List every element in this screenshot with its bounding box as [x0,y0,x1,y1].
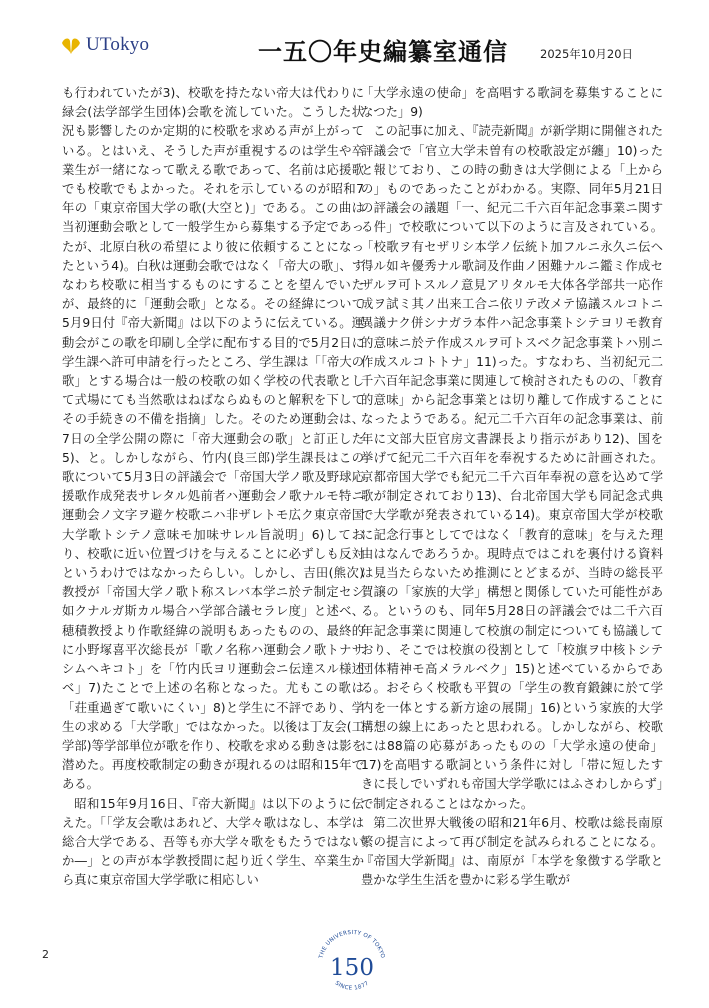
article-column-right [361,84,663,891]
page-header [0,0,709,78]
publication-title: 一五〇年史編纂室通信 [258,37,508,66]
issue-date: 2025年10月20日 [540,47,634,61]
badge-since-text: SINCE 1877 [333,980,371,992]
logo-text: UTokyo [86,34,150,55]
ginkgo-leaf-icon [60,34,82,56]
utokyo-logo[interactable] [60,34,149,56]
article-paragraph: この記事に加え、『読売新聞』が新学期に開催された評議会で「官立大学未曽有の校歌設定が纏」10)ったと報じており、この時の動きは大学側による「上からの」ものであったことがわかる。実際、同年5月21日の評議会の議題「一、紀元二千六百年記念事業ニ関する件」で校歌について以下のように言及されている。「校歌ヲ有セザリシ本学ノ伝統ト加フルニ永久ニ伝ヘ得ル如キ優秀ナル歌詞及作曲ノ困難ナルニ鑑ミ作成セザルヲ可トスルノ意見アリタルモ大体各学部共一応作成ヲ試ミ其ノ出来工合ニ依リテ改メテ協議スルコトニ異議ナク併シナガラ本件ハ記念事業トシテヨリモ教育的意味ニ於テ作成スルヲ可トスベク記念事業トハ別ニ作成スルコトトナ」11)った。すなわち、当初紀元二千六百年記念事業に関連して検討されたものの、「教育的意味」から記念事業とは切り離して作成することになったようである。紀元二千六百年の記念事業は、前年に文部大臣官房文書課長より指示があり12)、国を挙げて紀元二千六百年を奉祝するために計画された。京都帝国大学でも紀元二千六百年奉祝の意を込めて学歌が制定されており13)、台北帝国大学も同記念式典で大学歌が発表されている14)。東京帝国大学が校歌に記念行事としてではなく「教育的意味」を与えた理由はなんであろうか。現時点ではこれを裏付ける資料は見当たらないため推測にとどまるが、当時の総長平賀譲の「家族的大学」構想と関係していた可能性がある。というのも、同年5月28日の評議会では二千六百年記念事業に関連して校旗の制定についても協議しており、そこでは校旗の役割として「校旗ヲ中核トシテ団体精神モ高メラルベク」15)と述べているからである。おそらく校歌も平賀の「学生の教育鍛錬に於て学内を一体とする新方途の展開」16)という家族的大学構想の線上にあったと思われる。しかしながら、校歌には88篇の応募があったものの「大学永遠の使命」17)を高唱する歌詞という条件に対し「帯に短したすきに長しでいずれも帝国大学学歌にはふさわしからず」で制定されることはなかった。 [361,124,664,811]
article-paragraph: 「大学永遠の使命」を高唱する歌詞を募集することになつた」9) [361,86,663,120]
article-column-left [62,84,364,891]
page-number: 2 [42,948,49,961]
article-paragraph: も行われていたが3)、校歌を持たない帝大は代わりに緑会(法学部学生団体)会歌を流していた。こうした状況も影響したのか定期的に校歌を求める声が上がっている。とはいえ、そうした声が重視するのは学生や卒業生が一緒になって歌える歌であって、名前は応援歌でも校歌でもよかった。それを示しているのが昭和7年の「東京帝国大学の歌(大空と)」である。この曲は当初運動会歌として一般学生から募集する予定であったが、北原白秋の希望により彼に依頼することになったという4)。白秋は運動会歌ではなく「帝大の歌」、すなわち校歌に相当するものにすることを望んでいたが、最終的に「運動会歌」となる。その経緯について5月9日付『帝大新聞』は以下のように伝えている。運動会がこの歌を印刷し全学に配布する目的で5月2日に学生課へ許可申請を行ったところ、学生課は「「帝大の歌」とする場合は一般の校歌の如く学校の代表歌として式場にても当然歌はねばならぬものと解釈を下してその手続きの不備を指摘」した。そのため運動会は、7日の全学公開の際に「帝大運動会の歌」と訂正した5)、と。しかしながら、竹内(良三郎)学生課長はこの歌について5月3日の評議会で「帝国大学ノ歌及野球応援歌作成発表サレタル処前者ハ運動会ノ歌ナルモ特ニ運動会ノ文字ヲ避ケ校歌ニハ非ザレトモ広ク東京帝国大学歌トシテノ意味モ加味サレル旨説明」6)しており、校歌に近い位置づけを与えることに必ずしも反対というわけではなかったらしい。しかし、吉田(熊次)教授が「帝国大学ノ歌ト称スレバ本学ニ於テ制定セシ如クナルガ斯カル場合ハ学部合議セラレ度」と述べ、穂積教授より作歌経緯の説明もあったものの、最終的に小野塚喜平次総長が「歌ノ名称ハ運動会ノ歌トナサシムヘキコト」を「竹内氏ヨリ運動会ニ伝達スル様述ベ」7)たことで上述の名称となった。尤もこの歌は「荘重過ぎて歌いにくい」8)と学生に不評であり、学生の求める「大学歌」ではなかった。以後は丁友会(工学部)等学部単位が歌を作り、校歌を求める動きは影を潜めた。再度校歌制定の動きが現れるのは昭和15年である。 [62,86,364,792]
anniversary-150-logo [313,920,391,1002]
badge-arc-text: THE UNIVERSITY OF TOKYO [318,929,386,960]
badge-number: 150 [330,955,374,981]
article-paragraph: 昭和15年9月16日、『帝大新聞』は以下のように伝えた。「「学友会歌はあれど、大学々歌はなし、本学は総合大学である、吾等も亦大学々歌をもたうではないか―」との声が本学教授間に起り近く学生、卒業生から真に東京帝国大学学歌に相応しい [62,796,364,888]
article-paragraph: 第二次世界大戦後の昭和21年6月、校歌は総長南原繁の提言によって再び制定を試みられることになる。『帝国大学新聞』は、南原が「本学を象徴する学歌と豊かな学生生活を豊かに彩る学生歌が [361,815,663,888]
